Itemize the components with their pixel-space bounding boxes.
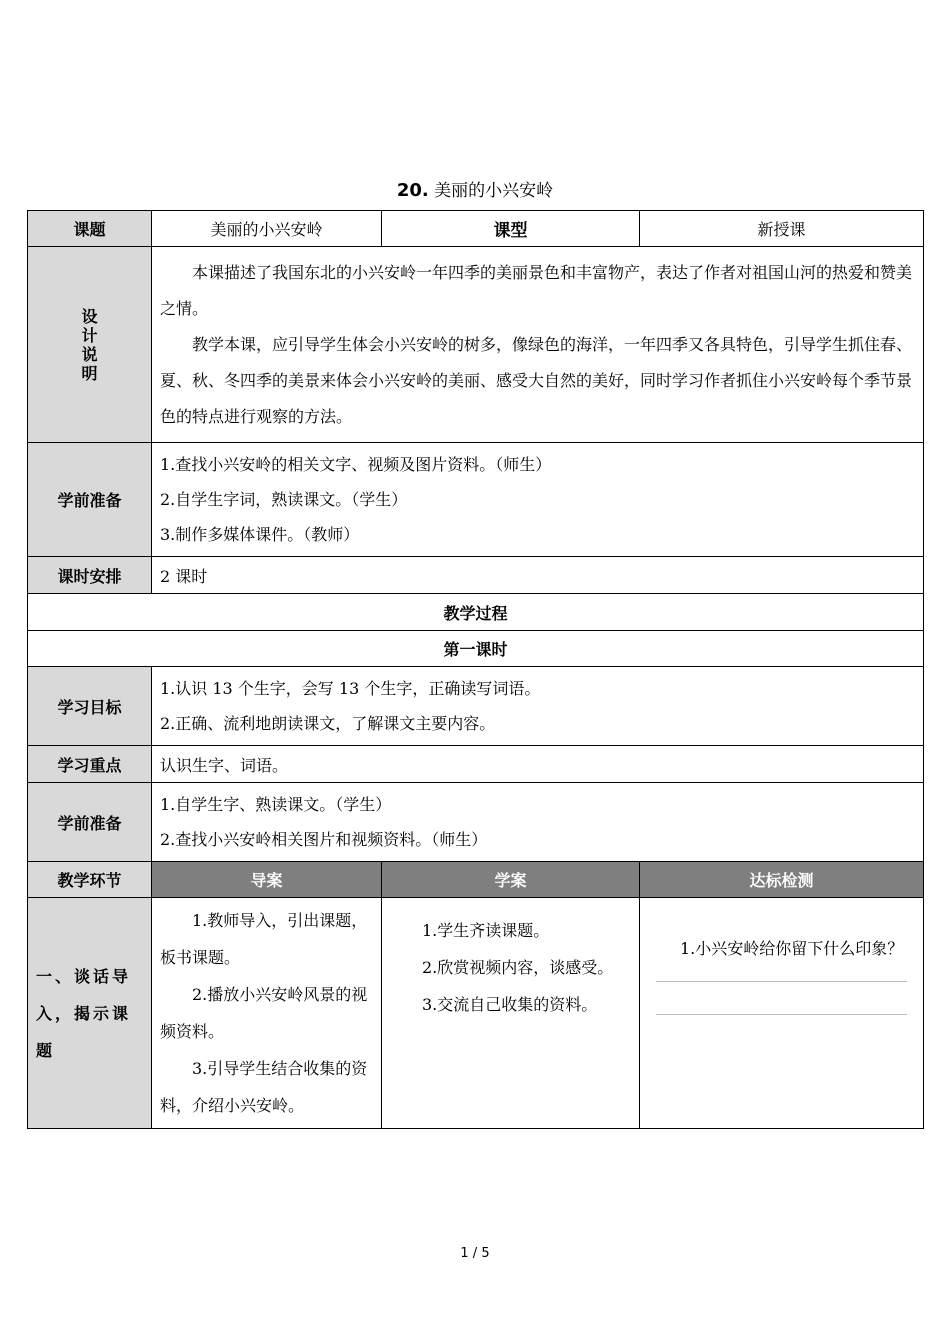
focus-value: 认识生字、词语。 (152, 746, 924, 783)
course-label: 课题 (28, 211, 152, 247)
study-item: 1.学生齐读课题。 (422, 921, 550, 940)
design-paragraph: 本课描述了我国东北的小兴安岭一年四季的美丽景色和丰富物产，表达了作者对祖国山河的热爱和赞美之情。 (160, 262, 913, 318)
design-paragraph: 教学本课，应引导学生体会小兴安岭的树多，像绿色的海洋，一年四季又各具特色，引导学生抓住春、夏、秋、冬四季的美景来体会小兴安岭的美丽、感受大自然的美好，同时学习作者抓住小兴安岭每个季节景色的特点进行观察的方法。 (160, 334, 913, 426)
course-type-label: 课型 (382, 211, 640, 247)
stage-header-label: 教学环节 (28, 862, 152, 898)
title-number: 20. (396, 180, 429, 201)
prep1-item: 2.自学生字词，熟读课文。（学生） (160, 490, 408, 509)
lesson-title: 第一课时 (28, 631, 924, 667)
prep2-label: 学前准备 (28, 783, 152, 862)
prep1-item: 3.制作多媒体课件。（教师） (160, 525, 360, 544)
focus-label: 学习重点 (28, 746, 152, 783)
prep1-item: 1.查找小兴安岭的相关文字、视频及图片资料。（师生） (160, 455, 552, 474)
goals-label: 学习目标 (28, 667, 152, 746)
design-label (28, 247, 152, 443)
guide-item: 3.引导学生结合收集的资料，介绍小兴安岭。 (160, 1059, 368, 1115)
goals-item: 2.正确、流利地朗读课文，了解课文主要内容。 (160, 714, 496, 733)
guide-item: 1.教师导入，引出课题，板书课题。 (160, 911, 368, 967)
goals-item: 1.认识 13 个生字，会写 13 个生字，正确读写词语。 (160, 679, 541, 698)
study-item: 2.欣赏视频内容，谈感受。 (422, 958, 614, 977)
stage1-guide (152, 898, 382, 1129)
design-text (152, 247, 924, 443)
schedule-row (28, 557, 924, 594)
focus-row (28, 746, 924, 783)
stage1-check (640, 898, 924, 1129)
guide-header: 导案 (152, 862, 382, 898)
page-number: 1 / 5 (460, 1246, 490, 1261)
study-header: 学案 (382, 862, 640, 898)
prep1-label: 学前准备 (28, 443, 152, 557)
course-type-value: 新授课 (640, 211, 924, 247)
prep1-row (28, 443, 924, 557)
check-question: 1.小兴安岭给你留下什么印象？ (680, 939, 904, 958)
process-row (28, 594, 924, 631)
stage1-label: 一、谈话导入，揭示课题 (28, 898, 152, 1129)
prep2-item: 2.查找小兴安岭相关图片和视频资料。（师生） (160, 830, 488, 849)
design-label-char: 说 (81, 344, 98, 364)
prep2-list (152, 783, 924, 862)
title-text: 美丽的小兴安岭 (434, 181, 554, 201)
prep1-list (152, 443, 924, 557)
check-header: 达标检测 (640, 862, 924, 898)
document-title (0, 176, 950, 201)
stage-header-row (28, 862, 924, 898)
process-title: 教学过程 (28, 594, 924, 631)
prep2-item: 1.自学生字、熟读课文。（学生） (160, 795, 392, 814)
answer-line (656, 981, 907, 982)
design-label-char: 设 (81, 306, 98, 326)
design-label-char: 计 (81, 325, 98, 345)
design-label-char: 明 (81, 363, 98, 383)
answer-line (656, 1014, 907, 1015)
course-row (28, 211, 924, 247)
schedule-value: 2 课时 (152, 557, 924, 594)
course-value: 美丽的小兴安岭 (152, 211, 382, 247)
goals-list (152, 667, 924, 746)
schedule-label: 课时安排 (28, 557, 152, 594)
stage1-study (382, 898, 640, 1129)
prep2-row (28, 783, 924, 862)
lesson-row (28, 631, 924, 667)
design-row (28, 247, 924, 443)
study-item: 3.交流自己收集的资料。 (422, 995, 598, 1014)
stage1-row (28, 898, 924, 1129)
lesson-plan-table (27, 210, 924, 1129)
guide-item: 2.播放小兴安岭风景的视频资料。 (160, 985, 368, 1041)
goals-row (28, 667, 924, 746)
